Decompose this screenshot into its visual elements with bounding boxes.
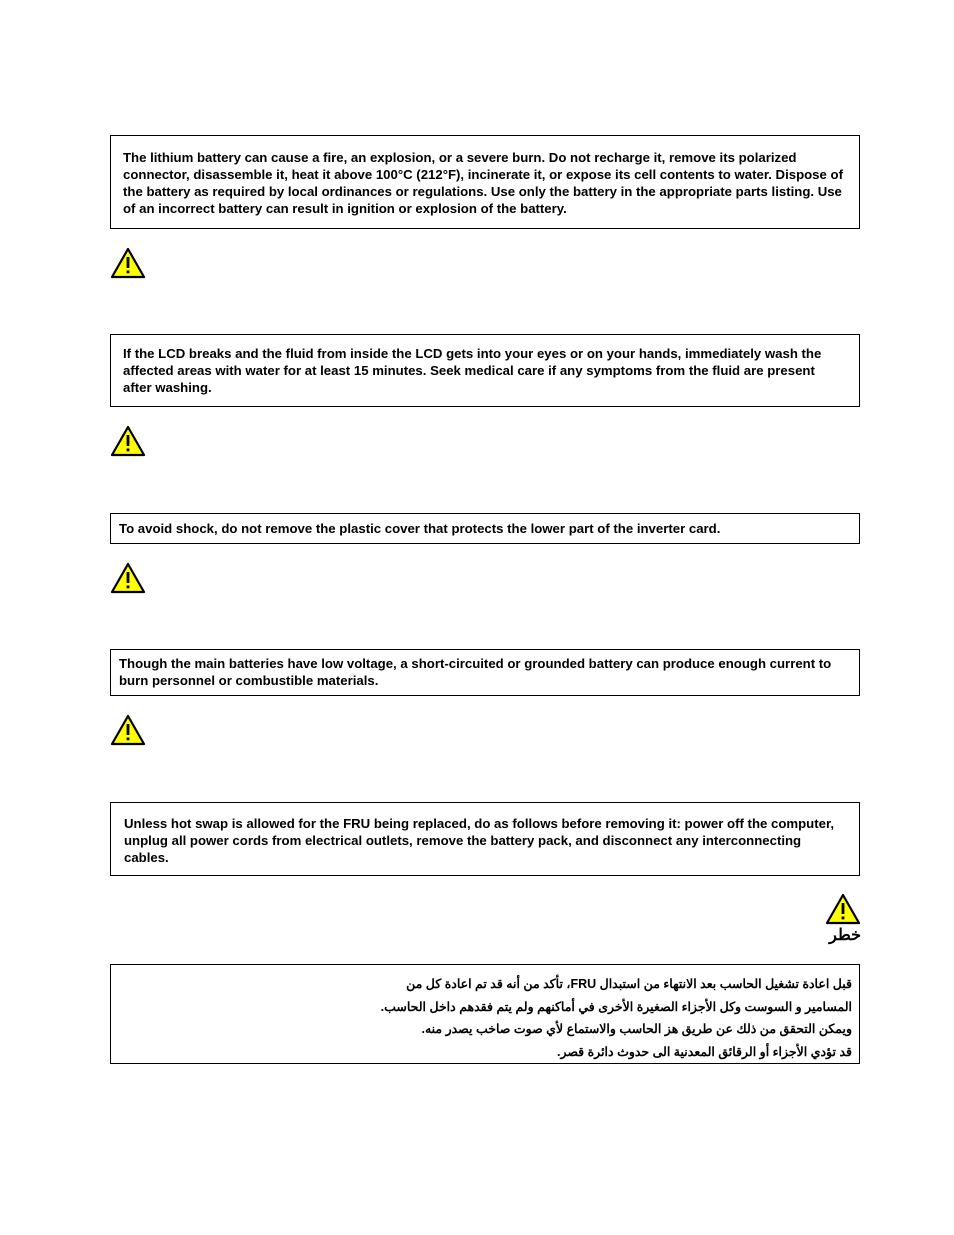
notice-text: The lithium battery can cause a fire, an explosion, or a severe burn. Do not recharge it, remove its polarized connector, disassemble it, heat it above 100°C (212°F), incinerate it, or expose its cell contents to water. Dispose of the battery as required by local ordinances or regulations. Use only the battery in the appropriate parts listing. Use of an incorrect battery can result in ignition or explosion of the battery. [123, 150, 843, 216]
warning-triangle-icon [825, 893, 861, 925]
warning-triangle-icon [110, 247, 146, 279]
lcd-fluid-notice [110, 334, 860, 407]
notice-line: قد تؤدي الأجزاء أو الرقائق المعدنية الى حدوث دائرة قصر. [556, 1044, 852, 1059]
main-battery-notice [110, 649, 860, 696]
lithium-battery-notice [110, 135, 860, 229]
notice-line: المسامير و السوست وكل الأجزاء الصغيرة الأخرى في أماكنهم ولم يتم فقدهم داخل الحاسب. [380, 999, 852, 1014]
notice-line: ويمكن التحقق من ذلك عن طريق هز الحاسب والاستماع لأي صوت صاخب يصدر منه. [421, 1022, 852, 1036]
notice-text: If the LCD breaks and the fluid from inside the LCD gets into your eyes or on your hands, immediately wash the affected areas with water for at least 15 minutes. Seek medical care if any symptoms from the fluid are present after washing. [123, 346, 822, 395]
arabic-fru-notice [110, 964, 860, 1064]
danger-label: خطر [829, 927, 861, 944]
fru-removal-notice [110, 802, 860, 876]
inverter-shock-notice [110, 513, 860, 544]
warning-triangle-icon [110, 425, 146, 457]
warning-triangle-icon [110, 714, 146, 746]
notice-line: قبل اعادة تشغيل الحاسب بعد الانتهاء من استبدال FRU، تأكد من أنه قد تم اعادة كل من [406, 977, 852, 991]
notice-text: To avoid shock, do not remove the plastic cover that protects the lower part of the inverter card. [119, 521, 721, 536]
notice-text: Unless hot swap is allowed for the FRU being replaced, do as follows before removing it: power off the computer, unplug all power cords from electrical outlets, remove the battery pack, and disconnect any interconnecting cables. [124, 816, 835, 865]
warning-triangle-icon [110, 562, 146, 594]
notice-text: Though the main batteries have low voltage, a short-circuited or grounded battery can produce enough current to burn personnel or combustible materials. [119, 656, 832, 688]
